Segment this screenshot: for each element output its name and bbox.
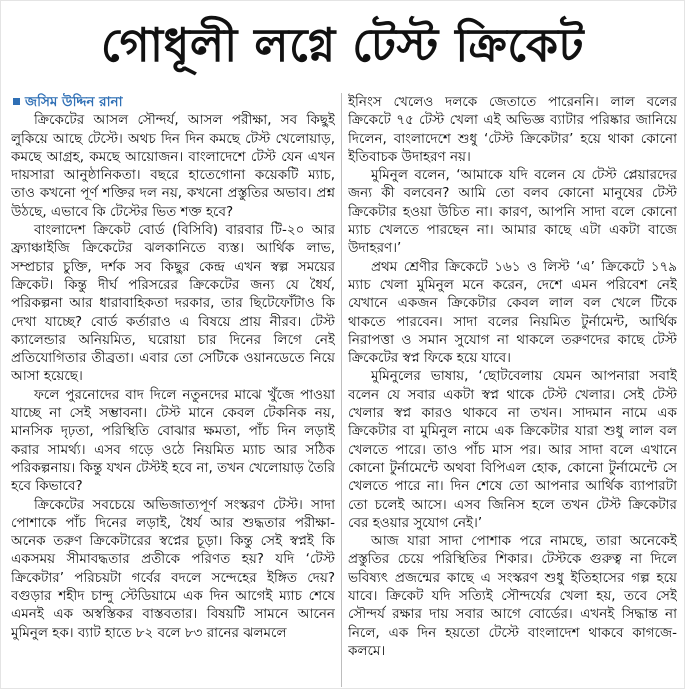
article-paragraph: প্রথম শ্রেণীর ক্রিকেটে ১৬১ ও লিস্ট ‘এ’ ক্রিকেটে ১৭৯ ম্যাচ খেলা মুমিনুল মনে করেন, দেশে এমন পরিবেশ নেই যেখানে একজন ক্রিকেটার কেবল লাল বল খেলে টিকে থাকতে পারবেন। সাদা বলের নিয়মিত টুর্নামেন্ট, আর্থিক নিরাপত্তা ও সমান সুযোগ না থাকলে তরুণদের কাছে টেস্ট ক্রিকেটের স্বপ্ন ফিকে হয়ে যাবে।: [348, 258, 677, 367]
headline: গোধূলী লগ্নে টেস্ট ক্রিকেট: [100, 18, 585, 72]
article-paragraph: বাংলাদেশ ক্রিকেট বোর্ড (বিসিবি) বারবার টি-২০ আর ফ্র্যাঞ্চাইজি ক্রিকেটের ঝলকানিতে ব্যস্ত। আর্থিক লাভ, সম্প্রচার চুক্তি, দর্শক সব কিছুর কেন্দ্র এখন স্বল্প সময়ের ক্রিকেট। কিন্তু দীর্ঘ পরিসরের ক্রিকেটের জন্য যে ধৈর্য, পরিকল্পনা আর ধারাবাহিকতা দরকার, তার ছিটেফোঁটাও কি দেখা যাচ্ছে? বোর্ড কর্তারাও এ বিষয়ে প্রায় নীরব। টেস্ট ক্যালেন্ডার অনিয়মিত, ঘরোয়া চার দিনের লিগে নেই প্রতিযোগিতার তীব্রতা। এবার তো সেটিকে ওয়ানডেতে নিয়ে আসা হয়েছে।: [11, 222, 335, 385]
article-column-right: [348, 93, 677, 687]
column-divider: [341, 93, 342, 687]
article-paragraph: আজ যারা সাদা পোশাক পরে নামছে, তারা অনেকেই প্রস্তুতির চেয়ে পরিস্থিতির শিকার। টেস্টকে গুরুত্ব না দিলে ভবিষ্যৎ প্রজন্মের কাছে এ সংস্করণ শুধু ইতিহাসের গল্প হয়ে যাবে। ক্রিকেট যদি সত্যিই সৌন্দর্যের খেলা হয়, তবে সেই সৌন্দর্য রক্ষার দায় সবার আগে বোর্ডের। এখনই সিদ্ধান্ত না নিলে, এক দিন হয়তো টেস্টে বাংলাদেশ থাকবে কাগজে-কলমে।: [348, 533, 677, 659]
article-paragraph: মুমিনুলের ভাষায়, ‘ছোটবেলায় যেমন আপনারা সবাই বলেন যে সবার একটা স্বপ্ন থাকে টেস্ট খেলার। সেই টেস্ট খেলার স্বপ্ন কারও থাকবে না তখন। সাদমান নামে এক ক্রিকেটার বা মুমিনুল নামে এক ক্রিকেটার যারা শুধু লাল বল খেলতে পারে। তাও পাঁচ মাস পর। আর সাদা বলে এখানে কোনো টুর্নামেন্টে অথবা বিপিএল হোক, কোনো টুর্নামেন্টে সে খেলতে পারে না। দিন শেষে তো আপনার আর্থিক ব্যাপারটা তো চলেই আসে। এসব জিনিস হলে তখন টেস্ট ক্রিকেটার বের হওয়ার সুযোগ নেই।’: [348, 368, 677, 531]
article-paragraph: ক্রিকেটের আসল সৌন্দর্য, আসল পরীক্ষা, সব কিছুই লুকিয়ে আছে টেস্টে। অথচ দিন দিন কমছে টেস্ট খেলোয়াড়, কমছে আগ্রহ, কমছে আয়োজন। বাংলাদেশে টেস্ট যেন এখন দায়সারা আনুষ্ঠানিকতা। বছরে হাতেগোনা কয়েকটি ম্যাচ, তাও কখনো পূর্ণ শক্তির দল নয়, কখনো প্রস্তুতির অভাব। প্রশ্ন উঠছে, এভাবে কি টেস্টের ভিত শক্ত হবে?: [11, 112, 335, 220]
article-paragraph: ফলে পুরনোদের বাদ দিলে নতুনদের মাঝে খুঁজে পাওয়া যাচ্ছে না সেই সম্ভাবনা। টেস্ট মানে কেবল টেকনিক নয়, মানসিক দৃঢ়তা, পরিস্থিতি বোঝার ক্ষমতা, পাঁচ দিন লড়াই করার সামর্থ্য। এসব গড়ে ওঠে নিয়মিত ম্যাচ আর সঠিক পরিকল্পনায়। কিন্তু যখন টেস্টই হবে না, তখন খেলোয়াড় তৈরি হবে কিভাবে?: [11, 386, 335, 495]
article-paragraph: ক্রিকেটের সবচেয়ে অভিজাত্যপূর্ণ সংস্করণ টেস্ট। সাদা পোশাকে পাঁচ দিনের লড়াই, ধৈর্য আর শুদ্ধতার পরীক্ষা- অনেক তরুণ ক্রিকেটারের স্বপ্নের চূড়া। কিন্তু সেই স্বপ্নই কি একসময় সীমাবদ্ধতার প্রতীকে পরিণত হয়? যদি ‘টেস্ট ক্রিকেটার’ পরিচয়টা গর্বের বদলে সন্দেহের ইঙ্গিত দেয়? বগুড়ার শহীদ চান্দু স্টেডিয়ামে এক দিন আগেই ম্যাচ শেষে এমনই এক অস্বস্তিকর বাস্তবতার। বিষয়টি সামনে আনেন মুমিনুল হক। ব্যাট হাতে ৮২ বলে ৮৩ রানের ঝলমলে: [11, 496, 335, 641]
author-name: জসিম উদ্দিন রানা: [25, 94, 123, 110]
article-paragraph-continued: ইনিংস খেলেও দলকে জেতাতে পারেননি। লাল বলের ক্রিকেটে ৭৫ টেস্ট খেলা এই অভিজ্ঞ ব্যাটার পরিষ্কার জানিয়ে দিলেন, বাংলাদেশে শুধু ‘টেস্ট ক্রিকেটার’ হয়ে থাকা কোনো ইতিবাচক উদাহরণ নয়।: [348, 94, 677, 165]
square-bullet-icon: [13, 98, 20, 105]
article-column-left: [11, 93, 335, 687]
byline: [11, 93, 335, 111]
article-paragraph: মুমিনুল বলেন, ‘আমাকে যদি বলেন যে টেস্ট প্লেয়ারদের জন্য কী বলবেন? আমি তো বলব কোনো মানুষের টেস্ট ক্রিকেটার হওয়া উচিত না। কারণ, আপনি সাদা বলে কোনো ম্যাচ খেলতে পারছেন না। আমার কাছে এটা একটা বাজে উদাহরণ।’: [348, 167, 677, 257]
